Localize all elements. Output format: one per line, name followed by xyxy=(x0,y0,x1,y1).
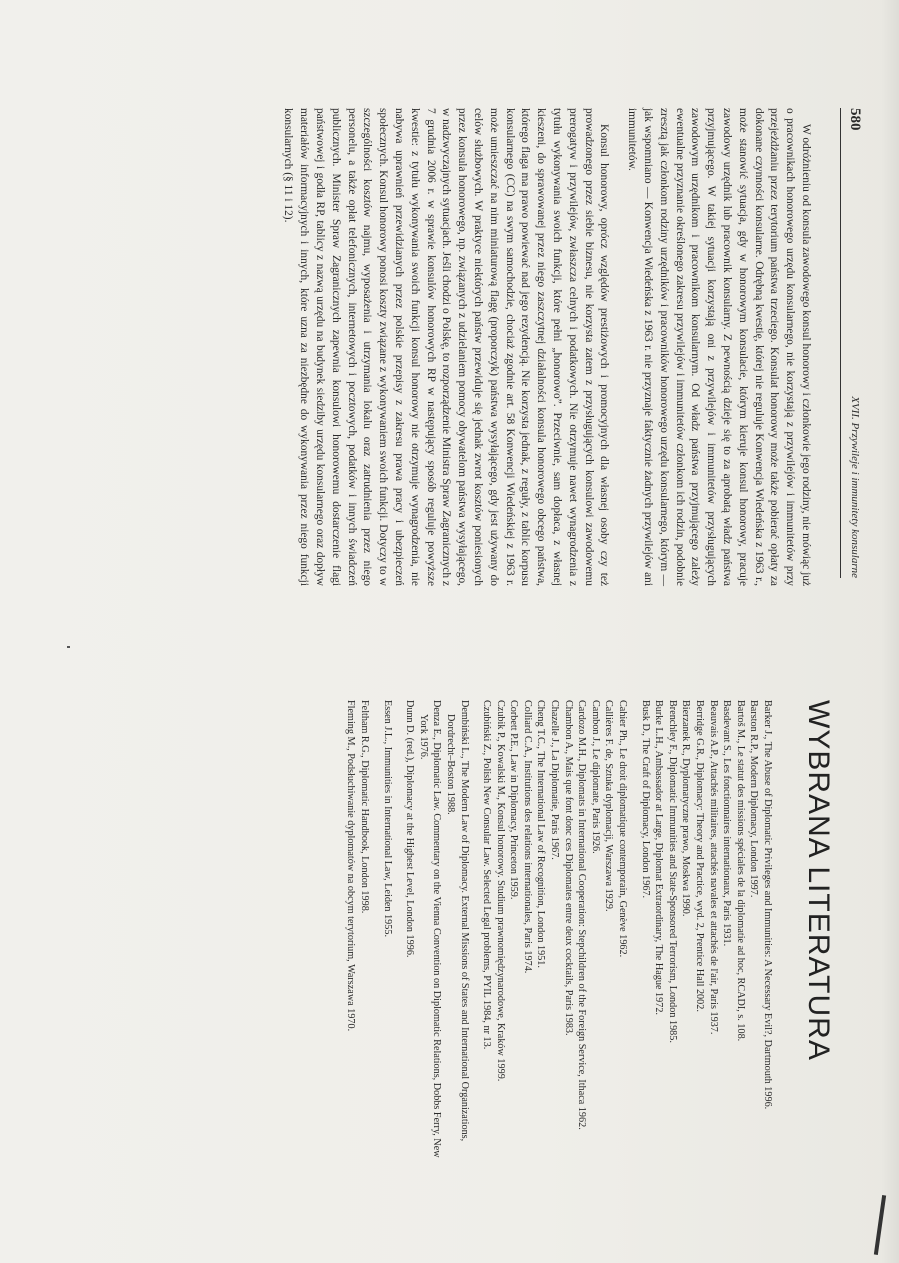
bibliography-entry: Czubiński Z., Polish New Consular Law. Selected Legal problems, PYIL 1984, nr 13. xyxy=(481,700,493,1050)
bibliography-entry: Berridge G.R., Diplomacy: Theory and Practice, wyd. 2, Prentice Hall 2002. xyxy=(694,700,706,1012)
paragraph: W odróżnieniu od konsula zawodowego konsul honorowy i członkowie jego rodziny, nie mówiąc już o pracownikach honorowego urzędu konsularnego, nie korzystają z przywilejów i immunitetów przy przejeżdżaniu przez terytorium państwa trzeciego. Konsulat honorowy może także pobierać opłaty za dokonane czynności konsularne. Odrębną kwestię, której nie reguluje Konwencja Wiedeńska z 1963 r., może stanowić sytuacja, gdy w honorowym konsulacie, którym kieruje konsul honorowy, pracuje zawodowy urzędnik lub pracownik konsularny. Z pewnością dzieje się to za aprobatą władz państwa przyjmującego. W takiej sytuacji korzystają oni z przywilejów i immunitetów przysługujących zawodowym urzędnikom i pracownikom konsularnym. Od władz państwa przyjmującego zależy ewentualne przyznanie określonego zakresu przywilejów i immunitetów członkom ich rodzin, podobnie zresztą jak członkom rodziny urzędników i pracowników honorowego urzędu konsularnego, którym — jak wspomniano — Konwencja Wiedeńska z 1963 r. nie przyznaje faktycznie żadnych przywilejów ani immunitetów. xyxy=(626,108,812,586)
bibliography-entry: Cardozo M.H., Diplomats in International Cooperation: Stepchildren of the Foreign Service, Ithaca 1962. xyxy=(576,700,588,1130)
bibliography-entry: Colliard C.A., Institutions des relations internationales, Paris 1974. xyxy=(521,700,533,974)
running-header xyxy=(840,108,867,578)
bibliography-entry: Barston R.P., Modern Diplomacy, London 1997. xyxy=(748,700,760,898)
bibliography-title: WYBRANA LITERATURA xyxy=(802,700,835,1061)
bibliography-entry: Busk D., The Craft of Diplomacy, London 1967. xyxy=(639,700,651,899)
paragraph: Konsul honorowy, oprócz względów prestiżowych i promocyjnych dla własnej osoby czy też prowadzonego przez siebie biznesu, nie korzysta zatem z przysługujących konsulowi zawodowemu prerogatyw i przywilejów, zwłaszcza celnych i podatkowych. Nie otrzymuje nawet wynagrodzenia z tytułu wykonywania swoich funkcji, które pełni „honorowo”. Przeciwnie, sam dopłaca, z własnej kieszeni, do sprawowanej przez niego zaszczytnej działalności konsula honorowego obcego państwa, którego flaga ma prawo powiewać nad jego rezydencją. Nie korzysta jednak, z reguły, z tablic korpusu konsularnego (CC) na swym samochodzie, chociaż zgodnie art. 58 Konwencji Wiedeńskiej z 1963 r. może umieszczać na nim miniaturową flagę (proporczyk) państwa wysyłającego, gdy jest używany do celów służbowych. W praktyce niektórych państw przewiduje się jednak zwrot kosztów poniesionych przez konsula honorowego, np. związanych z udzielaniem pomocy obywatelom państwa wysyłającego, w nadzwyczajnych sytuacjach. Jeśli chodzi o Polskę, to rozporządzenie Ministra Spraw Zagranicznych z 7 grudnia 2006 r. w sprawie konsulów honorowych RP w następujący sposób reguluje powyższe kwestie: z tytułu wykonywania swoich funkcji konsul honorowy nie otrzymuje wynagrodzenia, nie nabywa uprawnień przewidzianych przez polskie przepisy z zakresu prawa pracy i ubezpieczeń społecznych. Konsul honorowy ponosi koszty związane z wykonywaniem swoich funkcji. Dotyczy to w szczególności kosztów najmu, wyposażenia i utrzymania lokalu oraz zatrudnienia przez niego personelu, a także opłat telefonicznych, internetowych i pocztowych, podatków i innych świadczeń publicznych. Minister Spraw Zagranicznych zapewnia konsulowi honorowemu dostarczenie flagi państwowej i godła RP, tablicy z nazwą urzędu na budynek siedziby urzędu konsularnego oraz dopływ materiałów informacyjnych i innych, które uzna za niezbędne do wykonywania przez niego funkcji konsularnych (§ 11 i 12). xyxy=(282,108,611,586)
bibliography-entry: Bartoš M., Le statut des missions spéciales de la diplomatie ad hoc, RCADI, s. 108. xyxy=(734,700,746,1042)
bibliography-entry: Cahier Ph., Le droit diplomatique contemporain, Genève 1962. xyxy=(617,700,629,958)
bibliography-entry: Bierzanek R., Dyplomatyczne prawo, Moskwa 1990. xyxy=(680,700,692,917)
bibliography-entry: Corbett P.E., Law in Diplomacy, Princeton 1959. xyxy=(508,700,520,900)
bibliography-entry: Denza E., Diplomatic Law. Commentary on the Vienna Convention on Diplomatic Relations, Dobbs Ferry, New York 1976. xyxy=(417,700,443,1158)
bibliography-entry: Beauvais A.P., Attachés militaires, attachés navales et attachés de l'air, Paris 1937. xyxy=(707,700,719,1035)
running-head-title: XVII. Przywileje i immunitety konsularne xyxy=(849,396,861,578)
bibliography-entry: Chambon A., Mais que font donc ces Diplomates entre deux cocktails, Paris 1983. xyxy=(562,700,574,1036)
bibliography-entry: Basdevant S., Les fonctionnaires internationaux, Paris 1931. xyxy=(721,700,733,947)
group-gap xyxy=(471,700,480,1170)
page-number: 580 xyxy=(847,108,863,131)
bibliography-entry: Cambon J., Le diplomate, Paris 1926. xyxy=(589,700,601,854)
bibliography-list xyxy=(344,700,774,1170)
bibliography-entry: Czubik P., Kowalski M., Konsul honorowy. Studium prawnomiędzynarodowe, Kraków 1999. xyxy=(494,700,506,1082)
bibliography-entry: Dembiński L., The Modern Law of Diplomacy. External Missions of States and International Organizations, Dordrecht–Boston 1988. xyxy=(444,700,470,1142)
main-text-column xyxy=(268,108,813,586)
bibliography-entry: Callières F. de, Sztuka dyplomacji, Warszawa 1929. xyxy=(603,700,615,912)
group-gap xyxy=(394,700,403,1170)
bibliography-entry: Burke L.H., Ambassador at Large, Diplomat Extraordinary, The Hague 1972. xyxy=(653,700,665,1015)
bibliography-entry: Brenchley F., Diplomatic Immunities and State-Sponsored Terrorism, London 1985. xyxy=(666,700,678,1043)
bibliography-entry: Chazelle J., La Diplomatie, Paris 1967. xyxy=(549,700,561,860)
bibliography-entry: Barker J., The Abuse of Diplomatic Privileges and Immunities: A Necessary Evil?, Dartmouth 1996. xyxy=(762,700,773,1110)
bibliography-entry: Cheng T.C., The International Law of Recognition, London 1951. xyxy=(535,700,547,968)
group-gap xyxy=(629,700,638,1170)
bibliography-entry: Feltham R.G., Diplomatic Handbook, London 1998. xyxy=(358,700,370,914)
bibliography-entry: Essen J.L., Immunities in International Law, Leiden 1955. xyxy=(381,700,393,937)
group-gap xyxy=(371,700,380,1170)
bibliography-entry: Fleming M., Podsłuchiwanie dyplomatów na obcym terytorium, Warszawa 1970. xyxy=(345,700,357,1032)
bibliography-entry: Dunn D. (red.), Diplomacy at the Highest Level, London 1996. xyxy=(404,700,416,958)
